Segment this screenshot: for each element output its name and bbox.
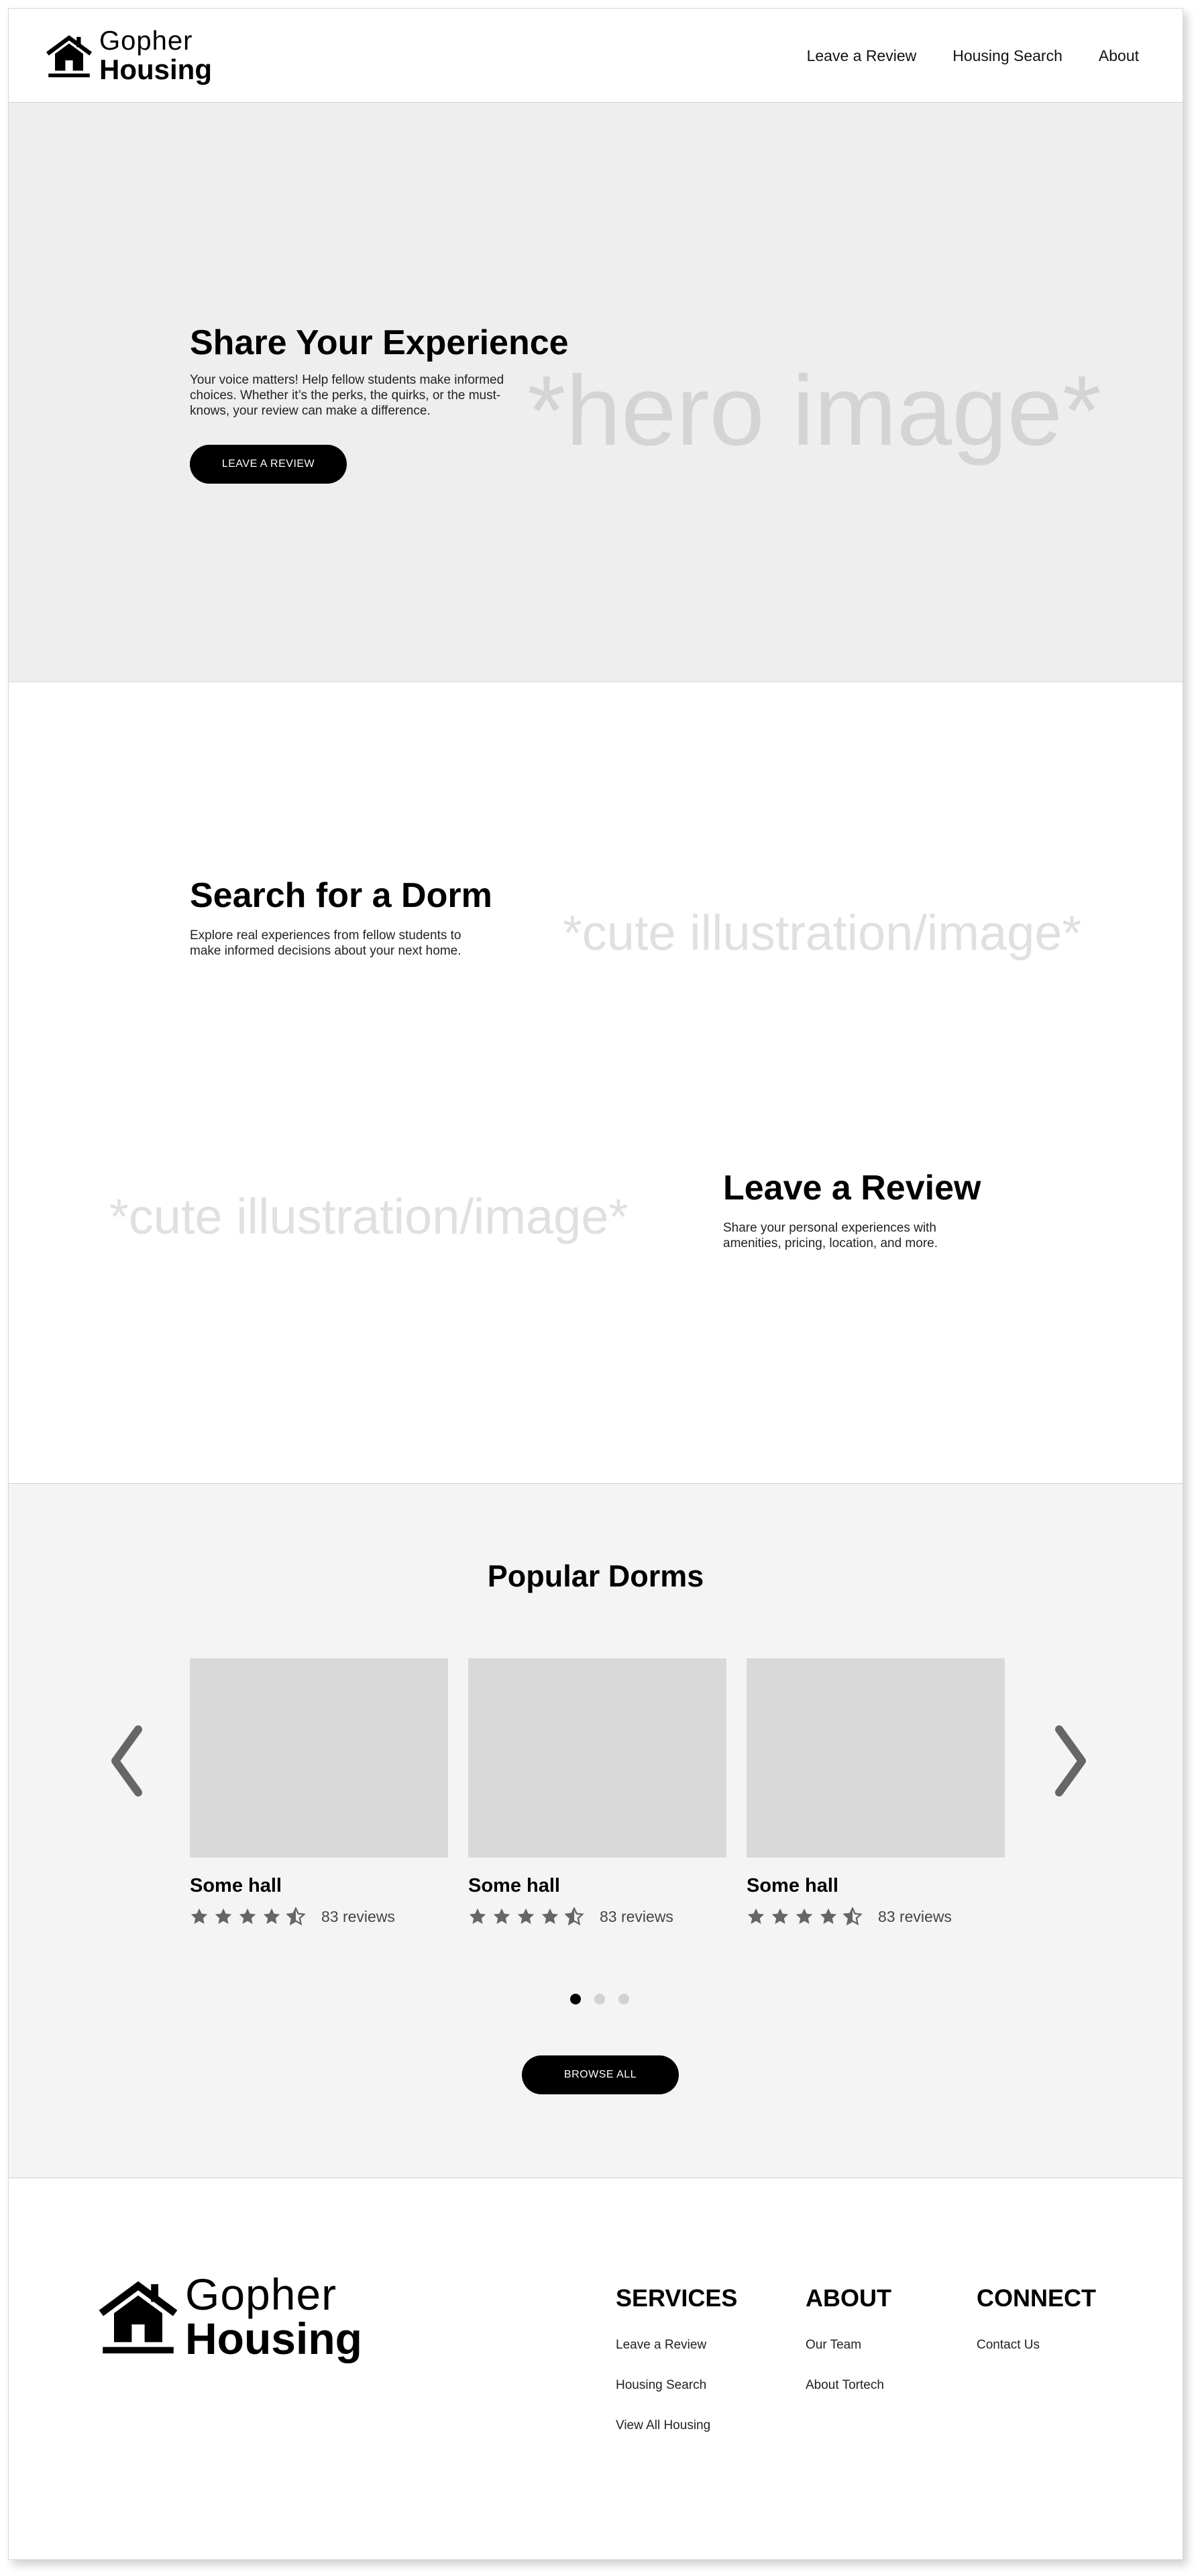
hero-title: Share Your Experience xyxy=(190,323,569,362)
dorm-card-image[interactable] xyxy=(468,1658,726,1858)
star-full-icon xyxy=(516,1907,535,1926)
search-section-text: Explore real experiences from fellow students to make informed decisions about your next home. xyxy=(190,928,461,958)
star-half-icon xyxy=(843,1907,862,1926)
dorm-card-rating xyxy=(190,1907,395,1927)
main-nav xyxy=(807,9,1139,103)
footer-column-services xyxy=(616,2284,737,2433)
popular-dorms-title: Popular Dorms xyxy=(487,1559,704,1593)
footer-column-about xyxy=(806,2284,891,2393)
dorm-card-name[interactable]: Some hall xyxy=(190,1875,282,1896)
leave-review-button[interactable]: LEAVE A REVIEW xyxy=(190,445,347,484)
browse-all-button[interactable]: BROWSE ALL xyxy=(522,2055,679,2094)
nav-about[interactable]: About xyxy=(1098,46,1139,64)
logo-line-2: Housing xyxy=(99,54,212,85)
star-half-icon xyxy=(286,1907,305,1926)
footer-link-view-all-housing[interactable]: View All Housing xyxy=(616,2418,711,2432)
star-full-icon xyxy=(795,1907,814,1926)
search-section-title: Search for a Dorm xyxy=(190,876,492,915)
logo-line-1: Gopher xyxy=(99,26,193,56)
footer-logo[interactable] xyxy=(98,2269,362,2363)
footer-link-our-team[interactable]: Our Team xyxy=(806,2338,862,2352)
dorm-card-rating xyxy=(747,1907,952,1927)
footer-link-leave-review[interactable]: Leave a Review xyxy=(616,2338,707,2352)
review-section-title: Leave a Review xyxy=(723,1169,981,1208)
site-header xyxy=(9,9,1183,103)
star-half-icon xyxy=(565,1907,584,1926)
review-illustration-placeholder: *cute illustration/image* xyxy=(109,1189,629,1244)
header-logo[interactable] xyxy=(46,26,212,85)
review-section-text: Share your personal experiences with amenities, pricing, location, and more. xyxy=(723,1221,938,1250)
popular-dorms-section xyxy=(9,1483,1183,2178)
footer-link-about-tortech[interactable]: About Tortech xyxy=(806,2378,884,2392)
carousel-pagination xyxy=(570,1994,629,2004)
dorm-card-name[interactable]: Some hall xyxy=(747,1875,838,1896)
hero-text: Your voice matters! Help fellow students make informed choices. Whether it’s the perks, the quirks, or the must-knows, your review can make a difference. xyxy=(190,373,504,418)
footer-column-title: SERVICES xyxy=(616,2284,738,2312)
logo-line-2: Housing xyxy=(185,2314,362,2363)
star-full-icon xyxy=(819,1907,838,1926)
footer-column-title: CONNECT xyxy=(977,2284,1096,2312)
footer-column-connect xyxy=(977,2284,1096,2353)
dorm-card-image[interactable] xyxy=(747,1658,1005,1858)
star-full-icon xyxy=(747,1907,765,1926)
chevron-left-icon[interactable] xyxy=(106,1724,146,1798)
star-full-icon xyxy=(214,1907,233,1926)
star-full-icon xyxy=(190,1907,209,1926)
dorm-card-image[interactable] xyxy=(190,1658,448,1858)
footer-link-housing-search[interactable]: Housing Search xyxy=(616,2378,707,2392)
star-rating xyxy=(190,1907,305,1926)
dorm-card-name[interactable]: Some hall xyxy=(468,1875,560,1896)
carousel-dot[interactable] xyxy=(570,1994,581,2004)
dorm-card-review-count: 83 reviews xyxy=(878,1907,952,1925)
hero-section xyxy=(9,103,1183,682)
star-full-icon xyxy=(541,1907,559,1926)
footer-column-title: ABOUT xyxy=(806,2284,891,2312)
star-full-icon xyxy=(238,1907,257,1926)
star-full-icon xyxy=(771,1907,789,1926)
logo-wordmark xyxy=(99,28,212,84)
carousel-dot[interactable] xyxy=(594,1994,605,2004)
dorm-card-review-count: 83 reviews xyxy=(600,1907,673,1925)
star-full-icon xyxy=(262,1907,281,1926)
star-full-icon xyxy=(492,1907,511,1926)
dorm-card-rating xyxy=(468,1907,673,1927)
star-full-icon xyxy=(468,1907,487,1926)
carousel-dot[interactable] xyxy=(618,1994,629,2004)
house-icon xyxy=(46,32,93,79)
logo-wordmark xyxy=(185,2269,362,2363)
logo-line-1: Gopher xyxy=(185,2269,337,2319)
star-rating xyxy=(747,1907,862,1926)
nav-leave-review[interactable]: Leave a Review xyxy=(806,46,917,64)
footer-link-contact-us[interactable]: Contact Us xyxy=(977,2338,1040,2352)
hero-image-placeholder: *hero image* xyxy=(527,356,1101,466)
search-illustration-placeholder: *cute illustration/image* xyxy=(563,905,1082,961)
page-frame xyxy=(8,8,1183,2560)
house-icon xyxy=(98,2276,178,2357)
chevron-right-icon[interactable] xyxy=(1051,1724,1091,1798)
star-rating xyxy=(468,1907,584,1926)
dorm-card-review-count: 83 reviews xyxy=(321,1907,395,1925)
nav-housing-search[interactable]: Housing Search xyxy=(952,46,1062,64)
